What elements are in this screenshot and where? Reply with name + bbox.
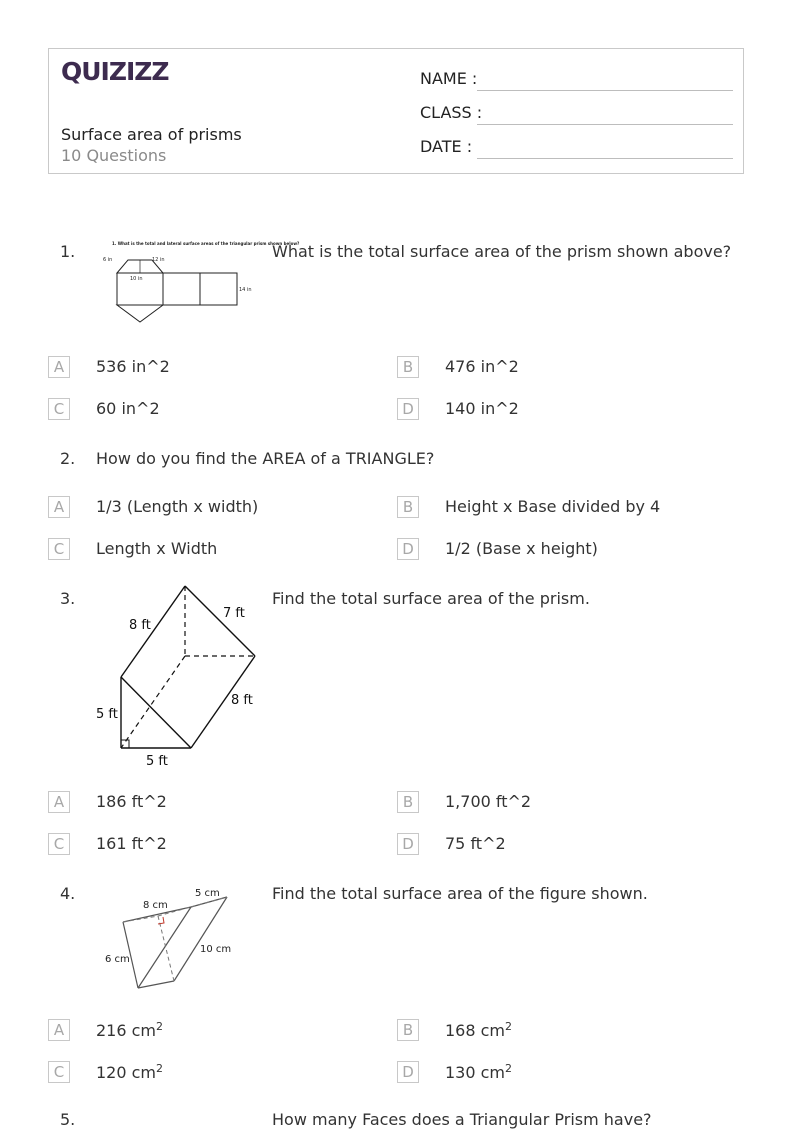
q1-fig-label: 6 in	[103, 257, 113, 263]
q3-fig-label: 8 ft	[129, 618, 151, 633]
q3-option-b-letter[interactable]: B	[397, 791, 419, 813]
q3-fig-label: 8 ft	[231, 693, 253, 708]
quizizz-logo: QUIZIZZ	[61, 57, 169, 86]
q1-option-a-letter[interactable]: A	[48, 356, 70, 378]
q3-fig-label: 5 ft	[146, 754, 168, 769]
q1-option-d-letter[interactable]: D	[397, 398, 419, 420]
q1-option-c-text[interactable]: 60 in^2	[96, 399, 160, 418]
question-1-text: What is the total surface area of the prism shown above?	[272, 242, 732, 261]
q2-option-a-text[interactable]: 1/3 (Length x width)	[96, 497, 259, 516]
q4-option-d-text[interactable]: 130 $cm^2$	[445, 1062, 513, 1082]
date-label: DATE :	[420, 137, 473, 156]
question-2-text: How do you find the AREA of a TRIANGLE?	[96, 449, 435, 468]
question-3-text: Find the total surface area of the prism.	[272, 589, 590, 608]
q4-option-a-text[interactable]: 216 $cm^2$	[96, 1020, 164, 1040]
question-3-number: 3.	[60, 589, 76, 608]
question-2-number: 2.	[60, 449, 76, 468]
name-line[interactable]	[477, 90, 733, 91]
q1-fig-label: 12 in	[152, 257, 165, 263]
q2-option-b-text[interactable]: Height x Base divided by 4	[445, 497, 661, 516]
q1-option-a-text[interactable]: 536 in^2	[96, 357, 170, 376]
q2-option-a-letter[interactable]: A	[48, 496, 70, 518]
q4-option-b-letter[interactable]: B	[397, 1019, 419, 1041]
q1-option-b-letter[interactable]: B	[397, 356, 419, 378]
q3-option-c-text[interactable]: 161 ft^2	[96, 834, 167, 853]
q4-fig-label: 6 cm	[105, 954, 130, 965]
question-1-number: 1.	[60, 242, 76, 261]
question-4-figure	[96, 880, 246, 994]
q4-option-c-letter[interactable]: C	[48, 1061, 70, 1083]
q4-option-b-text[interactable]: 168 $cm^2$	[445, 1020, 513, 1040]
class-label: CLASS :	[420, 103, 483, 122]
q4-fig-label: 5 cm	[195, 888, 220, 899]
question-count: 10 Questions	[61, 146, 167, 165]
q3-option-c-letter[interactable]: C	[48, 833, 70, 855]
question-5-text: How many Faces does a Triangular Prism have?	[272, 1110, 652, 1129]
q2-option-b-letter[interactable]: B	[397, 496, 419, 518]
q2-option-c-text[interactable]: Length x Width	[96, 539, 218, 558]
q4-option-a-letter[interactable]: A	[48, 1019, 70, 1041]
q2-option-d-text[interactable]: 1/2 (Base x height)	[445, 539, 598, 558]
question-4-number: 4.	[60, 884, 76, 903]
q3-option-d-letter[interactable]: D	[397, 833, 419, 855]
question-3-figure	[90, 580, 265, 772]
worksheet-title: Surface area of prisms	[61, 125, 242, 144]
question-4-text: Find the total surface area of the figure shown.	[272, 884, 648, 903]
q3-option-b-text[interactable]: 1,700 ft^2	[445, 792, 532, 811]
q3-fig-label: 5 ft	[96, 707, 118, 722]
q2-option-c-letter[interactable]: C	[48, 538, 70, 560]
q4-option-c-text[interactable]: 120 $cm^2$	[96, 1062, 164, 1082]
question-5-number: 5.	[60, 1110, 76, 1129]
q1-fig-caption: 1. What is the total and lateral surface areas of the triangular prism shown below?	[112, 241, 300, 246]
class-line[interactable]	[477, 124, 733, 125]
q4-fig-label: 10 cm	[200, 944, 232, 955]
question-1-figure	[96, 238, 300, 326]
q1-fig-label: 14 in	[239, 287, 252, 293]
q1-option-b-text[interactable]: 476 in^2	[445, 357, 519, 376]
q3-option-d-text[interactable]: 75 ft^2	[445, 834, 506, 853]
q2-option-d-letter[interactable]: D	[397, 538, 419, 560]
date-line[interactable]	[477, 158, 733, 159]
q3-option-a-text[interactable]: 186 ft^2	[96, 792, 167, 811]
q4-fig-label: 8 cm	[143, 900, 168, 911]
q1-option-d-text[interactable]: 140 in^2	[445, 399, 519, 418]
q1-option-c-letter[interactable]: C	[48, 398, 70, 420]
q1-fig-label: 10 in	[130, 276, 143, 282]
q3-fig-label: 7 ft	[223, 606, 245, 621]
q4-option-d-letter[interactable]: D	[397, 1061, 419, 1083]
q3-option-a-letter[interactable]: A	[48, 791, 70, 813]
name-label: NAME :	[420, 69, 478, 88]
worksheet-header	[48, 48, 744, 174]
